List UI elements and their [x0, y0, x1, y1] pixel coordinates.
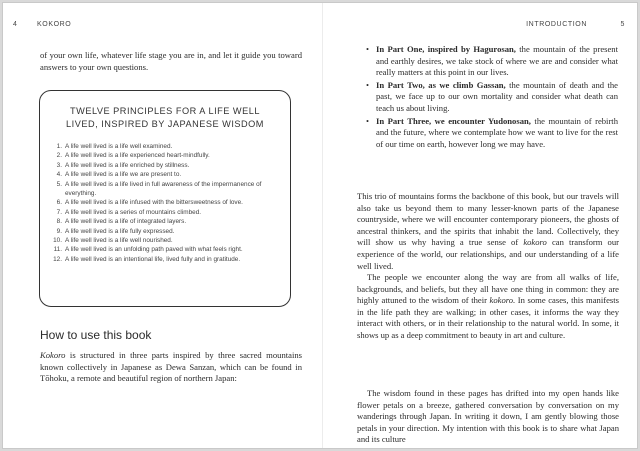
principle-text: A life well lived is a life we are present to.: [65, 171, 182, 179]
howto-text: is structured in three parts inspired by three sacred mountains known collectively in Japanese as Dewa Sanzan, which can be found in Tōhoku, a remote and beautiful region of northern Japan:: [40, 350, 302, 384]
principle-text: A life well lived is a life lived in full awareness of the impermanence of everything.: [65, 180, 262, 198]
principle-text: A life well lived is a life well nourished.: [65, 237, 173, 245]
paragraph-wisdom: The wisdom found in these pages has drifted into my open hands like flower petals on a breeze, gathered conversation by conversation on my wanderings through Japan. In writing it down, I am gently blowing those petals in your direction. My intention with this book is to share what Japan and its culture: [357, 388, 619, 445]
part-description: the mountain of death and the past, we face up to our own mortality and consider what death can teach us about living.: [376, 79, 618, 113]
principle-item: [50, 161, 284, 170]
principles-box-title: [40, 105, 290, 130]
para2-text-end: In some cases, this manifests in the life path they are walking; in other cases, it informs the way they interact with others, or in their relationship to the natural world. In some, it shows up as a deep commitment to beauty in art and culture.: [357, 295, 619, 340]
principle-text: A life well lived is a life experienced heart-mindfully.: [65, 152, 210, 160]
right-page: [323, 3, 639, 448]
principle-number: 9.: [56, 227, 62, 235]
principle-item: [50, 142, 284, 151]
intro-continuation-text: of your own life, whatever life stage you are in, and let it guide you toward answers to your own questions.: [40, 50, 302, 72]
principle-number: 3.: [56, 161, 62, 169]
part-lead-text: In Part One, inspired by Hagurosan,: [376, 44, 516, 54]
book-title-italic: Kokoro: [40, 350, 66, 360]
bullet-icon: •: [366, 44, 370, 54]
principle-number: 1.: [56, 143, 62, 150]
paragraph-people: [357, 272, 619, 342]
book-part-item: [366, 116, 618, 151]
principle-number: 7.: [56, 208, 62, 216]
book-spread: [2, 2, 638, 449]
right-running-head: INTRODUCTION: [526, 21, 587, 28]
principle-item: [50, 180, 284, 199]
para2-italic-word: kokoro.: [489, 295, 516, 306]
principle-number: 2.: [56, 152, 62, 160]
principle-text: A life well lived is a life infused with the bittersweetness of love.: [65, 199, 243, 207]
principle-number: 6.: [56, 199, 62, 207]
para1-italic-word: kokoro: [523, 237, 547, 248]
principle-number: 8.: [56, 218, 62, 226]
principle-number: 12.: [53, 255, 62, 263]
principle-item: [50, 255, 284, 264]
principle-item: [50, 151, 284, 160]
principle-number: 11.: [53, 246, 62, 254]
principle-item: [50, 227, 284, 236]
left-running-head: KOKORO: [37, 21, 72, 28]
box-title-line-1: TWELVE PRINCIPLES FOR A LIFE WELL: [70, 106, 260, 116]
principle-text: A life well lived is a life enriched by stillness.: [65, 161, 190, 169]
part-lead-text: In Part Three, we encounter Yudonosan,: [376, 115, 531, 126]
principle-item: [50, 208, 284, 217]
para1-text-start: This trio of mountains forms the backbone of this book, but our travels will also take us beyond them to many lesser-known parts of the Japanese countryside, where we will encounter contemporary pioneers, the ghosts of ancestral thinkers, and the spirits that inhabit the land. Collectively, they will show us why having a true sense of: [357, 191, 619, 248]
principle-number: 5.: [56, 180, 62, 188]
book-part-item: [366, 80, 618, 115]
box-title-line-2: LIVED, INSPIRED BY JAPANESE WISDOM: [66, 118, 264, 129]
book-part-item: [366, 44, 618, 79]
part-description: the mountain of the present and earthly desires, we take stock of where we are and consider what really matters at this point in our lives.: [376, 44, 618, 78]
part-lead-text: In Part Two, as we climb Gassan,: [376, 79, 506, 90]
principle-item: [50, 245, 284, 254]
principle-number: 4.: [56, 171, 62, 179]
part-description: the mountain of rebirth and the future, where we contemplate how we want to live for the rest of our time on earth, however long we may have.: [376, 115, 618, 149]
right-page-number: 5: [620, 21, 625, 28]
principle-item: [50, 236, 284, 245]
principle-text: A life well lived is an intentional life, lived fully and in gratitude.: [65, 255, 241, 263]
principle-number: 10.: [53, 237, 62, 245]
para2-text-start: The people we encounter along the way are from all walks of life, backgrounds, and beliefs, but they all have one thing in common: they are highly attuned to the wisdom of their: [357, 272, 619, 306]
left-page: [3, 3, 322, 448]
principles-list: [50, 142, 284, 264]
principles-box: [39, 90, 291, 307]
section-heading: How to use this book: [40, 328, 152, 342]
para1-text-end: can transform our experience of the world, our relationships, and our understanding of a life well lived.: [357, 237, 619, 271]
howto-paragraph: [40, 350, 302, 385]
left-page-number: 4: [13, 21, 18, 28]
principle-text: A life well lived is a series of mountains climbed.: [65, 208, 202, 216]
principle-text: A life well lived is a life of integrated layers.: [65, 218, 187, 226]
paragraph-mountains: [357, 191, 619, 272]
bullet-icon: •: [366, 79, 370, 90]
principle-item: [50, 217, 284, 226]
principle-text: A life well lived is a life fully expressed.: [65, 227, 175, 235]
principle-item: [50, 170, 284, 179]
bullet-icon: •: [366, 115, 370, 126]
principle-item: [50, 198, 284, 207]
principle-text: A life well lived is a life well examined.: [65, 143, 173, 150]
book-parts-list: [366, 44, 618, 151]
principle-text: A life well lived is an unfolding path paved with what feels right.: [65, 246, 243, 254]
